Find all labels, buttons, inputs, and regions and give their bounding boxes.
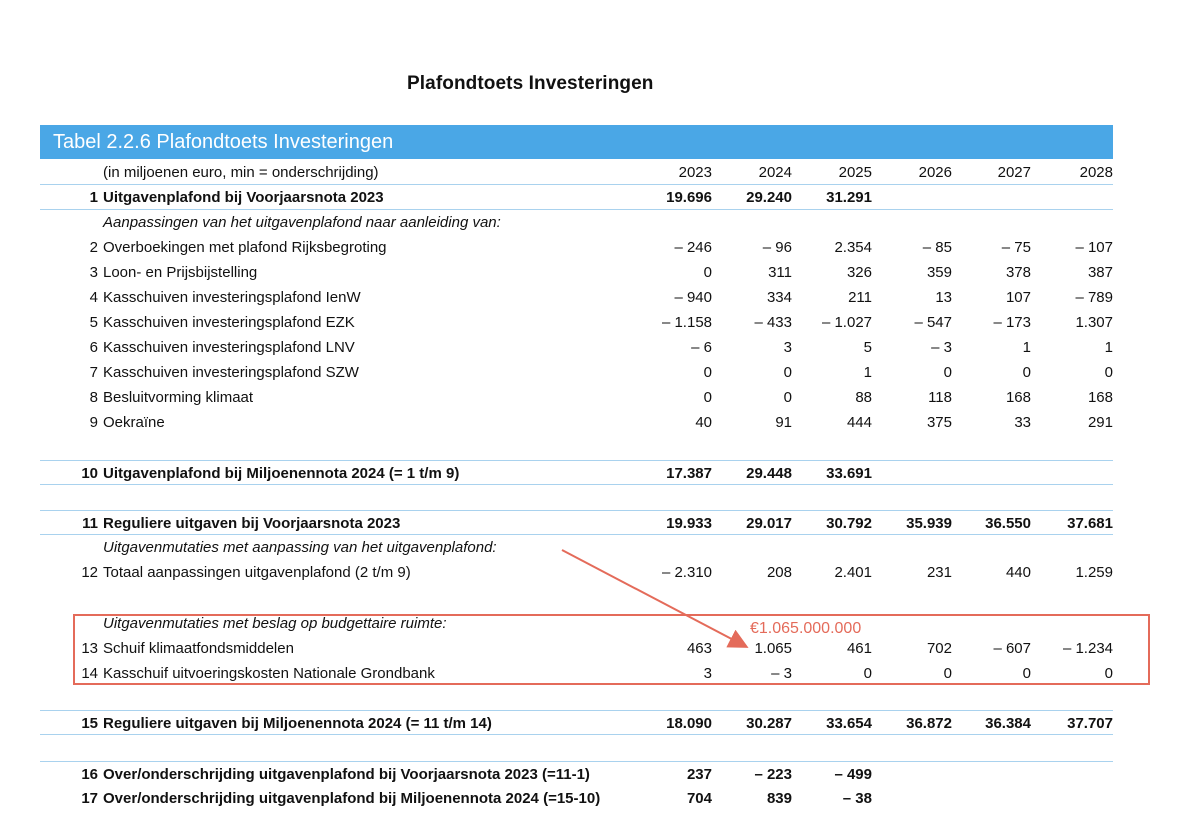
row-value: 1 [1104,339,1113,356]
row-label: Kasschuiven investeringsplafond EZK [103,314,355,331]
row-value: – 96 [762,239,792,256]
row-value: 37.707 [1067,715,1113,732]
row-number: 14 [81,665,98,682]
row-value: – 223 [754,766,792,783]
unit-label: (in miljoenen euro, min = onderschrijding) [103,164,379,181]
row-value: 19.933 [666,515,712,532]
row-value: 375 [926,414,952,431]
year-header: 2025 [838,164,872,181]
row-label: Schuif klimaatfondsmiddelen [103,640,294,657]
row-label: Kasschuiven investeringsplafond SZW [103,364,359,381]
row-label: Uitgavenmutaties met aanpassing van het uitgavenplafond: [103,539,497,556]
row-number: 13 [81,640,98,657]
year-header: 2024 [758,164,792,181]
row-value: 0 [703,364,712,381]
row-value: 311 [768,264,792,281]
page-title: Plafondtoets Investeringen [407,73,654,94]
row-value: 334 [766,289,792,306]
row-value: 291 [1087,414,1113,431]
row-value: 29.017 [746,515,792,532]
row-value: 0 [703,389,712,406]
row-number: 15 [81,715,98,732]
year-header: 2028 [1079,164,1113,181]
row-value: 118 [928,389,952,406]
row-value: 33.691 [826,465,872,482]
row-number: 12 [81,564,98,581]
row-value: 29.240 [746,189,792,206]
row-value: 463 [686,640,712,657]
row-value: – 107 [1075,239,1113,256]
row-label: Reguliere uitgaven bij Voorjaarsnota 2023 [103,515,401,532]
row-number: 11 [82,515,98,532]
row-label: Uitgavenmutaties met beslag op budgettaire ruimte: [103,615,447,632]
row-value: – 173 [993,314,1031,331]
row-value: – 607 [993,640,1031,657]
row-value: 18.090 [666,715,712,732]
row-value: 30.792 [826,515,872,532]
row-value: 1.259 [1075,564,1113,581]
row-value: 168 [1087,389,1113,406]
row-value: 1.307 [1075,314,1113,331]
row-number: 1 [89,189,98,206]
row-number: 7 [89,364,98,381]
row-label: Over/onderschrijding uitgavenplafond bij Voorjaarsnota 2023 (=11-1) [103,766,590,783]
row-number: 4 [89,289,98,306]
row-value: 1.065 [754,640,792,657]
row-value: – 2.310 [661,564,712,581]
row-number: 10 [81,465,98,482]
row-value: 107 [1005,289,1031,306]
row-value: – 1.234 [1062,640,1113,657]
row-value: 13 [935,289,952,306]
row-number: 9 [89,414,98,431]
row-value: – 499 [834,766,872,783]
row-value: 88 [855,389,872,406]
row-value: 378 [1005,264,1031,281]
row-value: 387 [1087,264,1113,281]
row-value: 2.354 [834,239,872,256]
year-header: 2023 [678,164,712,181]
row-label: Besluitvorming klimaat [103,389,254,406]
row-number: 3 [89,264,98,281]
row-number: 2 [89,239,98,256]
row-value: – 940 [674,289,712,306]
row-value: – 85 [922,239,952,256]
row-value: 211 [848,289,872,306]
row-label: Kasschuif uitvoeringskosten Nationale Grondbank [103,665,435,682]
row-value: 5 [863,339,872,356]
row-value: – 38 [842,790,872,807]
row-value: 40 [695,414,712,431]
row-value: – 246 [674,239,712,256]
row-value: – 3 [771,665,792,682]
row-value: 231 [926,564,952,581]
annotation-amount: €1.065.000.000 [750,620,862,637]
year-header: 2027 [997,164,1031,181]
row-value: 35.939 [906,515,952,532]
row-number: 16 [81,766,98,783]
row-value: 0 [1104,364,1113,381]
row-value: – 1.027 [821,314,872,331]
row-label: Uitgavenplafond bij Voorjaarsnota 2023 [103,189,384,206]
row-value: 0 [703,264,712,281]
row-value: 0 [943,665,952,682]
row-number: 8 [89,389,98,406]
row-value: 36.550 [985,515,1031,532]
row-value: 33.654 [826,715,872,732]
row-value: 37.681 [1067,515,1113,532]
row-number: 5 [89,314,98,331]
row-value: 444 [846,414,872,431]
row-value: – 3 [931,339,952,356]
row-value: 0 [783,364,792,381]
row-value: 839 [766,790,792,807]
row-value: 237 [686,766,712,783]
row-value: 0 [1022,364,1031,381]
row-value: 30.287 [746,715,792,732]
row-value: 0 [1104,665,1113,682]
row-value: 208 [766,564,792,581]
row-value: 2.401 [834,564,872,581]
row-value: 33 [1014,414,1031,431]
row-value: – 75 [1001,239,1031,256]
row-value: 3 [703,665,712,682]
row-value: – 433 [754,314,792,331]
row-number: 17 [81,790,98,807]
row-label: Overboekingen met plafond Rijksbegroting [103,239,387,256]
row-value: 440 [1005,564,1031,581]
row-value: 19.696 [666,189,712,206]
row-label: Kasschuiven investeringsplafond LNV [103,339,355,356]
row-value: 0 [783,389,792,406]
row-number: 6 [89,339,98,356]
row-value: 0 [943,364,952,381]
row-label: Kasschuiven investeringsplafond IenW [103,289,361,306]
row-value: 326 [846,264,872,281]
row-label: Loon- en Prijsbijstelling [103,264,258,281]
row-value: 36.384 [985,715,1031,732]
row-label: Reguliere uitgaven bij Miljoenennota 2024 (= 11 t/m 14) [103,715,492,732]
row-value: 1 [863,364,872,381]
row-value: 704 [686,790,712,807]
row-value: – 789 [1075,289,1113,306]
row-label: Totaal aanpassingen uitgavenplafond (2 t/m 9) [103,564,411,581]
row-value: 91 [775,414,792,431]
row-value: 168 [1005,389,1031,406]
row-value: – 1.158 [661,314,712,331]
row-label: Uitgavenplafond bij Miljoenennota 2024 (= 1 t/m 9) [103,465,460,482]
row-value: 29.448 [746,465,792,482]
row-label: Aanpassingen van het uitgavenplafond naar aanleiding van: [103,214,501,231]
row-value: 1 [1022,339,1031,356]
row-value: 0 [863,665,872,682]
row-value: – 547 [914,314,952,331]
row-value: – 6 [691,339,712,356]
row-value: 0 [1022,665,1031,682]
row-value: 31.291 [826,189,872,206]
row-value: 36.872 [906,715,952,732]
row-label: Over/onderschrijding uitgavenplafond bij Miljoenennota 2024 (=15-10) [103,790,601,807]
table-caption: Tabel 2.2.6 Plafondtoets Investeringen [40,125,1113,159]
row-label: Oekraïne [103,414,165,431]
year-header: 2026 [918,164,952,181]
row-value: 17.387 [666,465,712,482]
row-value: 461 [846,640,872,657]
row-value: 359 [926,264,952,281]
row-value: 702 [926,640,952,657]
row-value: 3 [783,339,792,356]
